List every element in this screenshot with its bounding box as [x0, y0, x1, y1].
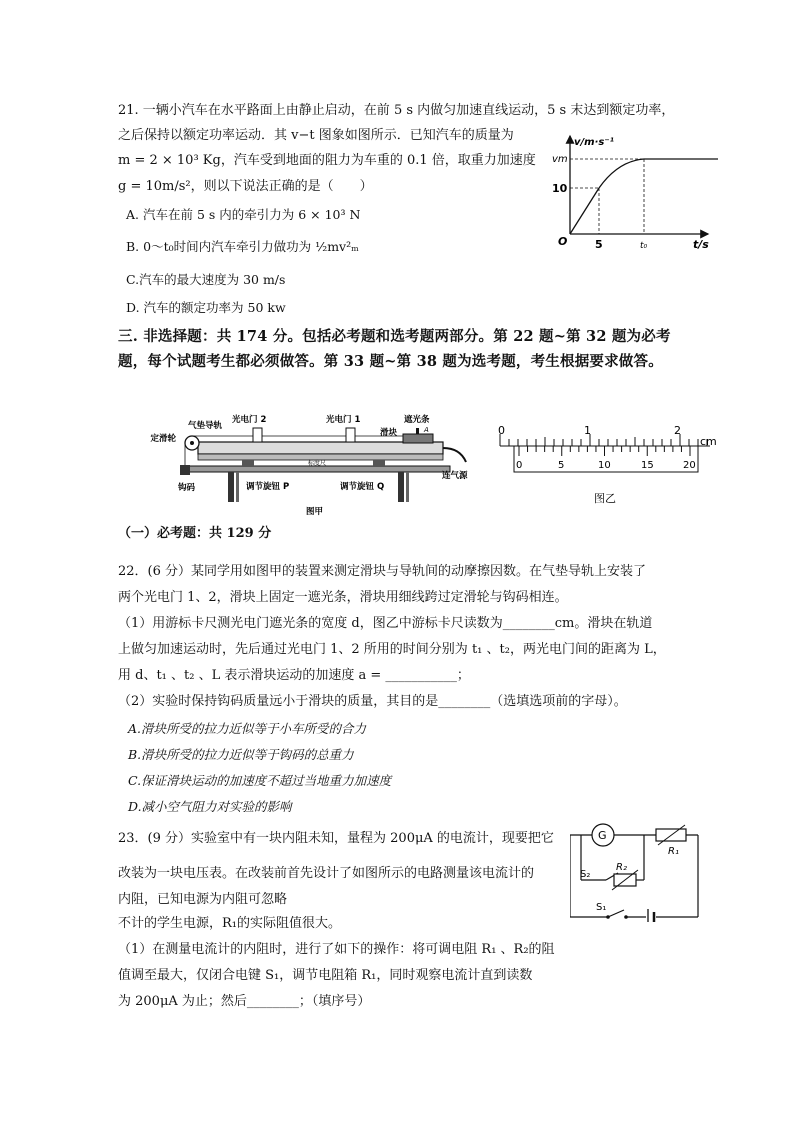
q21-line2: 之后保持以额定功率运动．其 v−t 图象如图所示．已知汽车的质量为: [118, 128, 514, 143]
section-three-line1: 三. 非选择题：共 174 分。包括必考题和选考题两部分。第 22 题~第 32 题为必考: [118, 328, 671, 345]
label-weight: 钩码: [178, 483, 196, 493]
label-shade: 遮光条: [404, 415, 430, 425]
x5-label: 5: [595, 238, 603, 251]
x-axis-label: t/s: [693, 238, 709, 251]
photogate-1: [346, 428, 355, 442]
label-r2: R₂: [616, 862, 627, 873]
vernier-label-0: 0: [516, 460, 523, 471]
q21-option-a: A. 汽车在前 5 s 内的牵引力为 6 × 10³ N: [126, 207, 361, 222]
section-three-line2: 题，每个试题考生都必须做答。第 33 题~第 38 题为选考题，考生根据要求做答。: [118, 353, 663, 370]
shade-strip: [416, 428, 419, 434]
q23-line1: 23．(9 分）实验室中有一块内阻未知，量程为 200μA 的电流计，现要把它: [118, 831, 554, 846]
v10-label: 10: [552, 182, 568, 195]
main-unit: cm: [700, 435, 717, 448]
q22-line5: 用 d、t₁ 、t₂ 、L 表示滑块运动的加速度 a = ___________；: [118, 668, 470, 683]
main-label-2: 2: [674, 424, 681, 437]
main-label-1: 1: [584, 424, 591, 437]
q23-line5: （1）在测量电流计的内阻时，进行了如下的操作：将可调电阻 R₁ 、R₂的阻: [118, 942, 555, 957]
vernier-scale: [519, 446, 690, 456]
q23-line3: 内阻，已知电源为内阻可忽略: [118, 892, 288, 907]
photogate-2: [253, 428, 262, 442]
table-leg-left: [228, 472, 234, 502]
main-label-0: 0: [498, 424, 505, 437]
label-r1: R₁: [668, 846, 679, 857]
air-track-rail: [198, 442, 443, 454]
figure-vernier: [488, 418, 728, 510]
label-ruler: 标度尺: [308, 460, 327, 467]
y-axis-label: v/m·s⁻¹: [574, 137, 614, 148]
figure-air-track: [148, 410, 478, 518]
q21-option-c: C.汽车的最大速度为 30 m/s: [126, 272, 286, 287]
q23-line2: 改装为一块电压表。在改装前首先设计了如图所示的电路测量该电流计的: [118, 866, 535, 881]
vernier-label-15: 15: [641, 460, 654, 471]
knob-p: [242, 460, 254, 466]
q22-line6: （2）实验时保持钩码质量远小于滑块的质量，其目的是________（选填选项前的字母）。: [118, 694, 627, 709]
label-pulley: 定滑轮: [150, 434, 176, 444]
weight-icon: [180, 465, 190, 475]
vt-graph: [548, 128, 718, 252]
vernier-label-20: 20: [683, 460, 696, 471]
t0-label: t₀: [640, 241, 648, 251]
required-section-title: （一）必考题：共 129 分: [118, 526, 272, 541]
air-hose: [443, 448, 466, 462]
slider-block: [403, 434, 433, 443]
q21-line3: m = 2 × 10³ Kg，汽车受到地面的阻力为车重的 0.1 倍，取重力加速度: [118, 153, 536, 168]
label-knob-p: 调节旋钮 P: [246, 482, 290, 492]
q22-line4: 上做匀加速运动时，先后通过光电门 1、2 所用的时间分别为 t₁ 、t₂，两光电门间的距离为 L，: [118, 642, 666, 657]
q22-line1: 22．(6 分）某同学用如图甲的装置来测定滑块与导轨间的动摩擦因数。在气垫导轨上安装了: [118, 564, 647, 579]
q23-line6: 值调至最大，仅闭合电键 S₁，调节电阻箱 R₁，同时观察电流计直到读数: [118, 968, 533, 983]
label-g: G: [598, 829, 607, 842]
label-knob-q: 调节旋钮 Q: [340, 482, 385, 492]
label-air-source: 连气源: [442, 471, 468, 481]
switch-s1: [608, 910, 624, 917]
label-gate2: 光电门 2: [232, 415, 267, 425]
circuit-diagram: [570, 822, 716, 922]
q21-option-b: B. 0～t₀时间内汽车牵引力做功为 ½mv²ₘ: [126, 239, 359, 254]
label-gate1: 光电门 1: [326, 415, 361, 425]
q23-line4: 不计的学生电源，R₁的实际阻值很大。: [118, 916, 341, 931]
q21-line1: 21. 一辆小汽车在水平路面上由静止启动，在前 5 s 内做匀加速直线运动，5 s 末达到额定功率，: [118, 103, 675, 118]
vernier-label-10: 10: [598, 460, 611, 471]
label-rail: 气垫导轨: [188, 421, 223, 431]
knob-q: [373, 460, 385, 466]
power-curve: [599, 159, 718, 188]
vm-label: vm: [552, 154, 568, 165]
table-leg-right: [398, 472, 404, 502]
label-a: A: [424, 426, 429, 434]
label-slider: 滑块: [380, 428, 398, 438]
q22-line2: 两个光电门 1、2，滑块上固定一遮光条，滑块用细线跨过定滑轮与钩码相连。: [118, 590, 568, 605]
q22-line3: （1）用游标卡尺测光电门遮光条的宽度 d，图乙中游标卡尺读数为________cm。滑块在轨道: [118, 616, 653, 631]
q22-option-b: B.滑块所受的拉力近似等于钩码的总重力: [128, 747, 354, 762]
q22-option-a: A.滑块所受的拉力近似等于小车所受的合力: [128, 721, 367, 736]
origin-label: O: [558, 235, 568, 248]
q22-option-d: D.减小空气阻力对实验的影响: [128, 799, 292, 814]
q21-line4: g = 10m/s²，则以下说法正确的是（ ）: [118, 179, 373, 194]
caption-jia: 图甲: [306, 507, 324, 517]
vernier-label-5: 5: [558, 460, 565, 471]
caption-yi: 图乙: [594, 492, 616, 505]
q23-line7: 为 200μA 为止；然后________；（填序号）: [118, 994, 371, 1009]
label-s2: S₂: [580, 869, 591, 880]
q21-option-d: D. 汽车的额定功率为 50 kw: [126, 300, 286, 315]
label-s1: S₁: [596, 902, 607, 913]
linear-segment: [570, 188, 599, 234]
q22-option-c: C.保证滑块运动的加速度不超过当地重力加速度: [128, 773, 392, 788]
